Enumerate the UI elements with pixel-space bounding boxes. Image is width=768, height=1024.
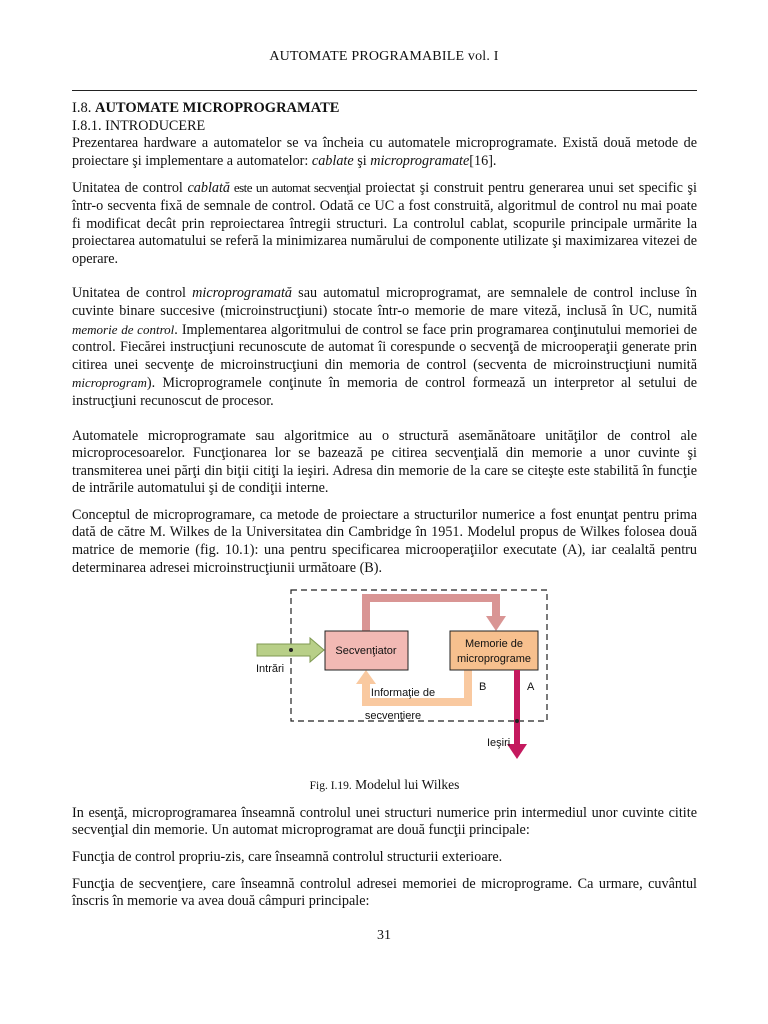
- section-heading: [72, 100, 697, 118]
- text-run: Unitatea de control: [72, 285, 193, 302]
- inputs-label: Intrări: [256, 663, 285, 676]
- text-run: este un automat secvenţial: [230, 180, 361, 196]
- emphasis: cablată: [187, 180, 231, 197]
- input-junction: [289, 648, 293, 652]
- output-junction: [515, 719, 519, 723]
- text-run: Prezentarea hardware a automatelor se va încheia cu automatele microprogramate. Există două metode de proiectare şi implementare a automatelor:: [72, 135, 697, 169]
- page-content: [72, 100, 697, 911]
- section-number: I.8.: [72, 100, 92, 116]
- feedback-label-line2: secvenţiere: [364, 710, 422, 723]
- figure-caption: [72, 776, 697, 796]
- subsection-heading: I.8.1. INTRODUCERE: [72, 117, 206, 134]
- section-title: AUTOMATE MICROPROGRAMATE: [94, 100, 340, 116]
- emphasis: memorie de control: [72, 321, 175, 337]
- text-run: Unitatea de control: [72, 180, 188, 197]
- running-header: AUTOMATE PROGRAMABILE vol. I: [269, 49, 499, 64]
- memory-label-line2: microprograme: [457, 653, 531, 666]
- wilkes-model-figure: [72, 584, 697, 770]
- caption-text: Modelul lui Wilkes: [351, 777, 460, 793]
- paragraph-intro: [72, 135, 697, 170]
- paragraph-functia-secventiere: Funcţia de secvenţiere, care înseamnă controlul adresei memoriei de microprograme. Ca urmare, cuvântul înscris în memorie va avea două câmpuri principale:: [72, 875, 697, 910]
- paragraph-functia-control: Funcţia de control propriu-zis, care înseamnă controlul structurii exterioare.: [72, 849, 503, 866]
- wilkes-diagram: [72, 584, 697, 770]
- text-run: proiectat şi construit pentru generarea unui set specific şi într-o secventa fixă de semnale de control. Odată ce UC a fost construită, algoritmul de control nu mai poate fi modificat decât prin reproiectarea întregii structuri. La controlul cablat, scopurile principale urmărite la proiectarea automatului se referă la minimizarea numărului de componente utilizate şi maximizarea vitezei de operare.: [72, 180, 697, 267]
- sequencing-feedback-arrow-head: [356, 670, 376, 684]
- output-arrow: [514, 670, 520, 747]
- text-run: sau automatul microprogramat, are semnalele de control incluse în cuvinte binare succesive (microinstrucţiuni) stocate într-o memorie de mare viteză, inclusă în UC, numită: [72, 285, 697, 319]
- paragraph-microprogramata: [72, 285, 697, 410]
- address-arrow: [366, 598, 496, 631]
- address-arrow-head: [486, 616, 506, 631]
- paragraph-cablata: [72, 179, 697, 268]
- feedback-label-line1: Informaţie de: [370, 687, 436, 700]
- reference: [16].: [469, 152, 497, 169]
- text-run: . Implementarea algoritmului de control se face prin programarea conţinutului memoriei de control. Fiecărei instrucţiuni recunoscute de automat îi corespunde o secvenţă de microoperaţii generate prin citirea unei secvenţe de microinstrucţiuni din memoria de control (secventa de microinstrucţiuni numită: [72, 321, 698, 373]
- port-a-label: A: [527, 681, 535, 694]
- outputs-label: Ieşiri: [487, 737, 511, 750]
- memory-label-line1: Memorie de: [464, 638, 524, 651]
- page-number: 31: [377, 928, 391, 943]
- caption-number: Fig. I.19.: [309, 780, 352, 793]
- paragraph-esenta: In esenţă, microprogramarea înseamnă controlul unei structuri numerice prin intermediul unor cuvinte citite secvenţial din memorie. Un automat microprogramat are două funcţii principale:: [72, 804, 697, 839]
- emphasis: microprogramată: [192, 285, 292, 302]
- paragraph-wilkes: Conceptul de microprogramare, ca metode de proiectare a structurilor numerice a fost enunţat pentru prima dată de către M. Wilkes de la Universitatea din Cambridge în 1951. Modelul propus de Wilkes folosea două matrice de memorie (fig. 10.1): una pentru specificarea microoperaţiilor executate (A), iar cealaltă pentru determinarea adresei microinstrucţiunii următoare (B).: [72, 506, 697, 576]
- header-rule: [72, 90, 697, 91]
- text-run: şi: [353, 152, 371, 169]
- emphasis: microprogramate: [370, 152, 470, 169]
- port-b-label: B: [479, 681, 487, 694]
- emphasis: microprogram: [72, 375, 147, 391]
- emphasis: cablate: [311, 152, 354, 169]
- paragraph-algoritmice: Automatele microprogramate sau algoritmice au o structură asemănătoare unităţilor de control ale microprocesoarelor. Funcţionarea lor se bazează pe citirea secvenţială din memorie a unor cuvinte şi transmiterea unei părţi din biţii citiţi la ieşiri. Adresa din memorie de la care se citeşte este stabilită în funcţie de intrările automatului şi de condiţii interne.: [72, 427, 697, 497]
- sequencer-label: Secvenţiator: [335, 645, 397, 658]
- text-run: ). Microprogramele conţinute în memoria de control formează un interpretor al setului de instrucţiuni recunoscut de procesor.: [72, 375, 697, 409]
